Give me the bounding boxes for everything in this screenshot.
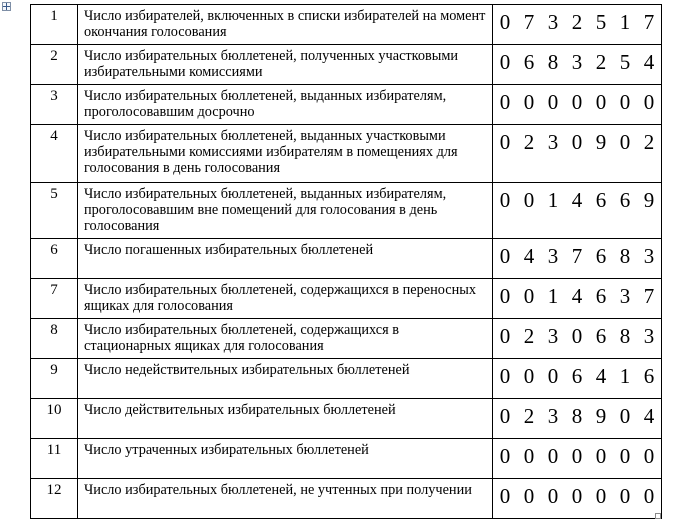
row-label: Число избирательных бюллетеней, выданных избирателям, проголосовавшим досрочно bbox=[78, 85, 493, 125]
digit-cell: 2 bbox=[523, 324, 535, 348]
digit-cell: 8 bbox=[547, 50, 559, 74]
digit-cell: 4 bbox=[643, 50, 655, 74]
results-table bbox=[30, 4, 662, 519]
digit-cell: 0 bbox=[571, 324, 583, 348]
row-label: Число избирательных бюллетеней, полученных участковыми избирательными комиссиями bbox=[78, 45, 493, 85]
digit-cell: 0 bbox=[547, 444, 559, 468]
digit-cell: 0 bbox=[499, 284, 511, 308]
row-digits bbox=[493, 479, 662, 519]
table-move-handle-icon[interactable] bbox=[2, 2, 11, 11]
digit-cell: 6 bbox=[595, 284, 607, 308]
digit-cell: 6 bbox=[595, 188, 607, 212]
digit-cell: 0 bbox=[571, 444, 583, 468]
row-digits bbox=[493, 239, 662, 279]
digit-cell: 0 bbox=[499, 188, 511, 212]
digit-cell: 4 bbox=[523, 244, 535, 268]
digit-cell: 6 bbox=[619, 188, 631, 212]
row-digits bbox=[493, 439, 662, 479]
digit-cell: 4 bbox=[595, 364, 607, 388]
digit-cell: 0 bbox=[499, 10, 511, 34]
digit-cell: 0 bbox=[595, 90, 607, 114]
digit-cell: 2 bbox=[571, 10, 583, 34]
row-digits bbox=[493, 279, 662, 319]
digit-cell: 1 bbox=[547, 188, 559, 212]
row-number: 8 bbox=[31, 319, 78, 359]
digit-cell: 3 bbox=[571, 50, 583, 74]
table-row bbox=[31, 279, 662, 319]
digit-cell: 3 bbox=[643, 244, 655, 268]
digit-cell: 0 bbox=[571, 130, 583, 154]
digit-cell: 0 bbox=[619, 484, 631, 508]
row-digits bbox=[493, 399, 662, 439]
digit-cell: 0 bbox=[595, 444, 607, 468]
digit-cell: 5 bbox=[619, 50, 631, 74]
row-label: Число недействительных избирательных бюллетеней bbox=[78, 359, 493, 399]
digit-cell: 0 bbox=[571, 484, 583, 508]
table-row bbox=[31, 359, 662, 399]
digit-cell: 0 bbox=[547, 364, 559, 388]
row-digits bbox=[493, 183, 662, 239]
digit-cell: 4 bbox=[643, 404, 655, 428]
row-label: Число избирательных бюллетеней, выданных избирателям, проголосовавшим вне помещений для голосования в день голосования bbox=[78, 183, 493, 239]
digit-cell: 0 bbox=[571, 90, 583, 114]
row-label: Число погашенных избирательных бюллетеней bbox=[78, 239, 493, 279]
digit-cell: 0 bbox=[619, 404, 631, 428]
digit-cell: 8 bbox=[571, 404, 583, 428]
digit-cell: 2 bbox=[523, 130, 535, 154]
digit-cell: 0 bbox=[619, 90, 631, 114]
digit-cell: 6 bbox=[595, 244, 607, 268]
table-row bbox=[31, 85, 662, 125]
digit-cell: 9 bbox=[643, 188, 655, 212]
digit-cell: 7 bbox=[523, 10, 535, 34]
digit-cell: 0 bbox=[547, 90, 559, 114]
row-label: Число избирательных бюллетеней, не учтенных при получении bbox=[78, 479, 493, 519]
row-number: 7 bbox=[31, 279, 78, 319]
digit-cell: 6 bbox=[595, 324, 607, 348]
digit-cell: 0 bbox=[643, 90, 655, 114]
row-label: Число избирательных бюллетеней, содержащихся в переносных ящиках для голосования bbox=[78, 279, 493, 319]
digit-cell: 2 bbox=[595, 50, 607, 74]
table-row bbox=[31, 479, 662, 519]
digit-cell: 3 bbox=[547, 404, 559, 428]
row-label: Число избирателей, включенных в списки избирателей на момент окончания голосования bbox=[78, 5, 493, 45]
digit-cell: 3 bbox=[547, 244, 559, 268]
digit-cell: 2 bbox=[643, 130, 655, 154]
row-number: 11 bbox=[31, 439, 78, 479]
digit-cell: 9 bbox=[595, 130, 607, 154]
digit-cell: 1 bbox=[619, 10, 631, 34]
row-digits bbox=[493, 125, 662, 183]
row-number: 9 bbox=[31, 359, 78, 399]
table-row bbox=[31, 239, 662, 279]
digit-cell: 0 bbox=[523, 284, 535, 308]
digit-cell: 0 bbox=[643, 484, 655, 508]
digit-cell: 3 bbox=[643, 324, 655, 348]
row-label: Число утраченных избирательных бюллетеней bbox=[78, 439, 493, 479]
digit-cell: 2 bbox=[523, 404, 535, 428]
digit-cell: 0 bbox=[499, 130, 511, 154]
digit-cell: 8 bbox=[619, 244, 631, 268]
digit-cell: 0 bbox=[499, 244, 511, 268]
table-row bbox=[31, 125, 662, 183]
digit-cell: 3 bbox=[547, 324, 559, 348]
digit-cell: 3 bbox=[547, 130, 559, 154]
digit-cell: 0 bbox=[499, 484, 511, 508]
digit-cell: 3 bbox=[619, 284, 631, 308]
digit-cell: 1 bbox=[619, 364, 631, 388]
digit-cell: 6 bbox=[643, 364, 655, 388]
row-digits bbox=[493, 359, 662, 399]
table-row bbox=[31, 399, 662, 439]
row-number: 12 bbox=[31, 479, 78, 519]
table-row bbox=[31, 183, 662, 239]
digit-cell: 4 bbox=[571, 284, 583, 308]
row-number: 4 bbox=[31, 125, 78, 183]
row-number: 10 bbox=[31, 399, 78, 439]
row-number: 2 bbox=[31, 45, 78, 85]
digit-cell: 0 bbox=[523, 484, 535, 508]
table-row bbox=[31, 319, 662, 359]
digit-cell: 0 bbox=[547, 484, 559, 508]
table-row bbox=[31, 5, 662, 45]
digit-cell: 0 bbox=[499, 324, 511, 348]
digit-cell: 6 bbox=[523, 50, 535, 74]
digit-cell: 0 bbox=[619, 130, 631, 154]
digit-cell: 7 bbox=[571, 244, 583, 268]
digit-cell: 0 bbox=[499, 364, 511, 388]
row-digits bbox=[493, 85, 662, 125]
digit-cell: 0 bbox=[523, 364, 535, 388]
row-label: Число действительных избирательных бюллетеней bbox=[78, 399, 493, 439]
digit-cell: 0 bbox=[499, 404, 511, 428]
digit-cell: 0 bbox=[499, 90, 511, 114]
table-row bbox=[31, 45, 662, 85]
digit-cell: 4 bbox=[571, 188, 583, 212]
table-row bbox=[31, 439, 662, 479]
row-label: Число избирательных бюллетеней, выданных участковыми избирательными комиссиями избирателям в помещениях для голосования в день голосования bbox=[78, 125, 493, 183]
row-number: 5 bbox=[31, 183, 78, 239]
digit-cell: 0 bbox=[523, 90, 535, 114]
table-resize-handle-icon[interactable] bbox=[655, 513, 661, 519]
digit-cell: 8 bbox=[619, 324, 631, 348]
row-number: 1 bbox=[31, 5, 78, 45]
digit-cell: 0 bbox=[595, 484, 607, 508]
row-number: 3 bbox=[31, 85, 78, 125]
digit-cell: 7 bbox=[643, 284, 655, 308]
digit-cell: 0 bbox=[499, 444, 511, 468]
digit-cell: 6 bbox=[571, 364, 583, 388]
row-digits bbox=[493, 319, 662, 359]
digit-cell: 0 bbox=[619, 444, 631, 468]
digit-cell: 9 bbox=[595, 404, 607, 428]
digit-cell: 7 bbox=[643, 10, 655, 34]
row-digits bbox=[493, 5, 662, 45]
row-label: Число избирательных бюллетеней, содержащихся в стационарных ящиках для голосования bbox=[78, 319, 493, 359]
digit-cell: 0 bbox=[643, 444, 655, 468]
digit-cell: 5 bbox=[595, 10, 607, 34]
digit-cell: 0 bbox=[499, 50, 511, 74]
row-number: 6 bbox=[31, 239, 78, 279]
row-digits bbox=[493, 45, 662, 85]
digit-cell: 0 bbox=[523, 188, 535, 212]
digit-cell: 1 bbox=[547, 284, 559, 308]
digit-cell: 0 bbox=[523, 444, 535, 468]
digit-cell: 3 bbox=[547, 10, 559, 34]
